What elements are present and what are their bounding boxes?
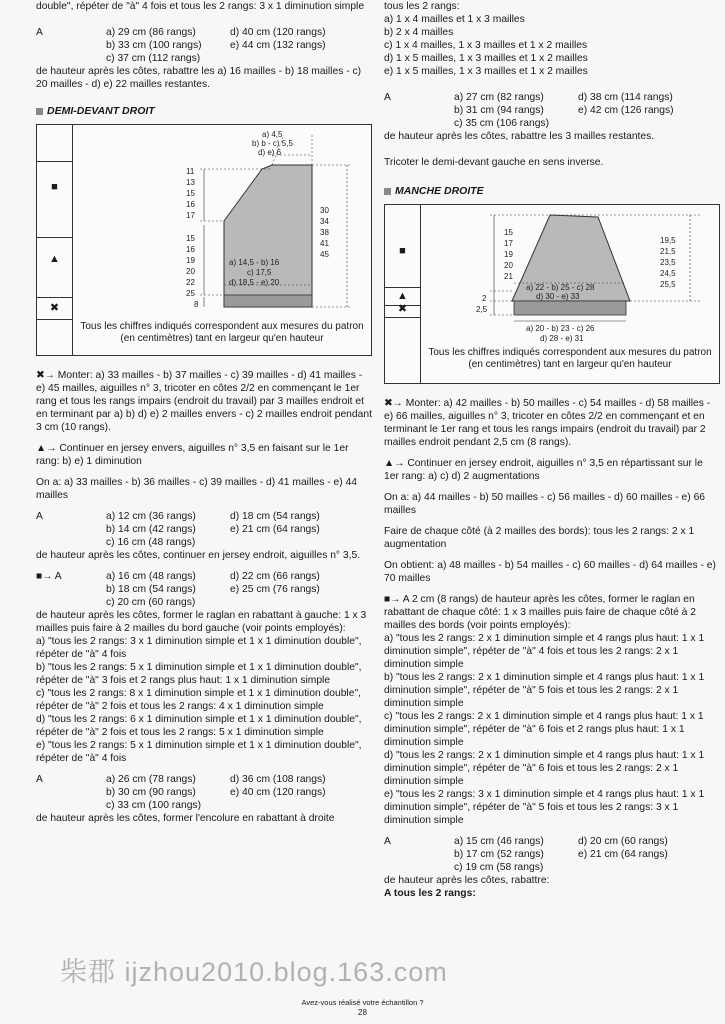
list-item: b) "tous les 2 rangs: 2 x 1 diminution simple et 4 rangs plus haut: 1 x 1 diminution simple", répéter de "à" 5 fois et tous les 2 rangs: 2 x 1 diminution simple (384, 672, 705, 709)
meas-value: d) 18 cm (54 rangs) (230, 511, 320, 522)
list-item: e) "tous les 2 rangs: 5 x 1 diminution simple et 1 x 1 diminution double", répéter de "à" 4 fois (36, 740, 362, 764)
dim-label: 15 (504, 228, 513, 237)
paragraph: de hauteur après les côtes, rabattre les 3 mailles restantes. (384, 131, 655, 142)
sleeve-diagram (384, 204, 720, 384)
meas-value: a) 26 cm (78 rangs) (106, 774, 196, 785)
paragraph: Tricoter le demi-devant gauche en sens inverse. (384, 157, 604, 168)
dim-label: 2,5 (476, 305, 488, 314)
dim-label: 45 (320, 250, 329, 259)
meas-value: a) 16 cm (48 rangs) (106, 571, 196, 582)
meas-value: d) 20 cm (60 rangs) (578, 836, 668, 847)
right-column (384, 0, 720, 900)
list-item: c) "tous les 2 rangs: 2 x 1 diminution simple et 4 rangs plus haut: 1 x 1 diminution simple", répéter de "à" 6 fois et 2 rangs plus haut: 1 x 1 diminution simple (384, 711, 704, 748)
dim-label: 15 (186, 234, 195, 243)
footer-note: Avez-vous réalisé votre échantillon ? (301, 998, 424, 1007)
dim-label: 23,5 (660, 258, 676, 267)
section-title (36, 105, 372, 118)
dim-label: 22 (186, 278, 195, 287)
paragraph: de hauteur après les côtes, former l'encolure en rabattant à droite (36, 813, 335, 824)
meas-value: b) 14 cm (42 rangs) (106, 524, 196, 535)
paragraph: ▲→ Continuer en jersey endroit, aiguilles n° 3,5 en répartissant sur le 1er rang: a) c) d) 2 augmentations (384, 458, 703, 482)
dim-label: d) 18,5 - e) 20 (229, 278, 280, 287)
meas-label: A (384, 92, 391, 103)
paragraph: On obtient: a) 48 mailles - b) 54 mailles - c) 60 mailles - d) 64 mailles - e) 70 mailles (384, 560, 716, 584)
meas-value: b) 33 cm (100 rangs) (106, 40, 202, 51)
meas-value: d) 36 cm (108 rangs) (230, 774, 326, 785)
dim-label: 25 (186, 289, 195, 298)
square-symbol: ■ (399, 245, 406, 257)
meas-value: e) 44 cm (132 rangs) (230, 40, 326, 51)
dim-label: d) 30 - e) 33 (536, 292, 580, 301)
dim-label: 15 (186, 189, 195, 198)
page-number: 28 (358, 1008, 367, 1017)
paragraph: A tous les 2 rangs: (384, 888, 476, 899)
dim-label: 17 (504, 239, 513, 248)
dim-label: a) 20 - b) 23 - c) 26 (526, 324, 595, 333)
square-symbol: ■ (51, 181, 58, 193)
front-diagram (36, 124, 372, 356)
meas-value: b) 17 cm (52 rangs) (454, 849, 544, 860)
dim-label: 16 (186, 200, 195, 209)
meas-value: b) 18 cm (54 rangs) (106, 584, 196, 595)
meas-label: A (36, 774, 43, 785)
list-item: d) "tous les 2 rangs: 2 x 1 diminution simple et 4 rangs plus haut: 1 x 1 diminution simple", répéter de "à" 6 fois et tous les 2 rangs: 2 x 1 diminution simple (384, 750, 705, 787)
list-item: d) 1 x 5 mailles, 1 x 3 mailles et 1 x 2 mailles (384, 53, 588, 64)
meas-value: d) 40 cm (120 rangs) (230, 27, 326, 38)
meas-value: e) 21 cm (64 rangs) (230, 524, 320, 535)
meas-label: A (36, 27, 43, 38)
meas-value: c) 33 cm (100 rangs) (106, 800, 201, 811)
meas-label: A (384, 836, 391, 847)
paragraph: de hauteur après les côtes, rabattre les a) 16 mailles - b) 18 mailles - c) 20 mailles - d) e) 22 mailles restantes. (36, 66, 362, 90)
dim-label: 20 (186, 267, 195, 276)
paragraph: Faire de chaque côté (à 2 mailles des bords): tous les 2 rangs: 2 x 1 augmentation (384, 526, 695, 550)
dim-label: 17 (186, 211, 195, 220)
dim-label: 25,5 (660, 280, 676, 289)
list-item: a) 1 x 4 mailles et 1 x 3 mailles (384, 14, 525, 25)
dim-label: a) 22 - b) 25 - c) 28 (526, 283, 595, 292)
dim-label: 8 (194, 300, 199, 309)
triangle-symbol: ▲ (49, 253, 60, 265)
measurements-table (36, 26, 372, 65)
meas-value: e) 21 cm (64 rangs) (578, 849, 668, 860)
meas-value: a) 15 cm (46 rangs) (454, 836, 544, 847)
cross-symbol: ✖ (49, 302, 60, 314)
section-title-text: MANCHE DROITE (395, 185, 484, 197)
dim-label: 21 (504, 272, 513, 281)
paragraph: de hauteur après les côtes, former le raglan en rabattant à gauche: 1 x 3 mailles puis faire à 2 mailles du bord gauche (voir points employés): (36, 610, 367, 634)
meas-value: b) 30 cm (90 rangs) (106, 787, 196, 798)
measurements-table (36, 510, 372, 549)
dim-label: d) 28 - e) 31 (540, 334, 584, 343)
paragraph: tous les 2 rangs: (384, 1, 460, 12)
dim-label: 11 (186, 167, 195, 176)
dim-label: a) 4,5 (262, 130, 283, 139)
diagram-caption: Tous les chiffres indiqués correspondent aux mesures du patron (en centimètres) tant en largeur qu'en hauteur (428, 347, 712, 370)
meas-value: c) 19 cm (58 rangs) (454, 862, 544, 873)
measurements-table (384, 91, 720, 130)
list-item: b) 2 x 4 mailles (384, 27, 454, 38)
symbol-strip (37, 125, 73, 355)
paragraph: ▲→ Continuer en jersey envers, aiguilles n° 3,5 en faisant sur le 1er rang: b) e) 1 diminution (36, 443, 349, 467)
dim-label: 41 (320, 239, 329, 248)
measurements-table (36, 773, 372, 812)
dim-label: d) e) 6 (258, 148, 282, 157)
paragraph: double", répéter de "à" 4 fois et tous les 2 rangs: 3 x 1 diminution simple (36, 1, 365, 12)
paragraph: de hauteur après les côtes, continuer en jersey endroit, aiguilles n° 3,5. (36, 550, 361, 561)
paragraph: ■→ A 2 cm (8 rangs) de hauteur après les côtes, former le raglan en rabattant de chaque côté: 1 x 3 mailles puis faire de chaque côté à 2 mailles des bords (voir points employés): (384, 594, 696, 631)
list-item: c) "tous les 2 rangs: 8 x 1 diminution simple et 1 x 1 diminution double", répéter de "à" 2 fois et tous les 2 rangs: 4 x 1 diminution simple (36, 688, 361, 712)
watermark: 柴郡 ijzhou2010.blog.163.com (60, 957, 448, 987)
dim-label: a) 14,5 - b) 16 (229, 258, 280, 267)
meas-value: c) 37 cm (112 rangs) (106, 53, 201, 64)
list-item: d) "tous les 2 rangs: 6 x 1 diminution simple et 1 x 1 diminution double", répéter de "à" 2 fois et tous les 2 rangs: 5 x 1 diminution simple (36, 714, 362, 738)
dim-label: 19 (186, 256, 195, 265)
meas-label: A (36, 511, 43, 522)
dim-label: 30 (320, 206, 329, 215)
meas-value: d) 22 cm (66 rangs) (230, 571, 320, 582)
sleeve-schematic (420, 205, 720, 355)
meas-value: c) 16 cm (48 rangs) (106, 537, 196, 548)
meas-value: a) 27 cm (82 rangs) (454, 92, 544, 103)
diagram-caption: Tous les chiffres indiqués correspondent aux mesures du patron (en centimètres) tant en largeur qu'en hauteur (80, 321, 364, 344)
dim-label: b) b - c) 5,5 (252, 139, 293, 148)
list-item: e) 1 x 5 mailles, 1 x 3 mailles et 1 x 2 mailles (384, 66, 588, 77)
list-item: c) 1 x 4 mailles, 1 x 3 mailles et 1 x 2 mailles (384, 40, 588, 51)
dim-label: 2 (482, 294, 487, 303)
dim-label: 19 (504, 250, 513, 259)
meas-value: b) 31 cm (94 rangs) (454, 105, 544, 116)
section-title-text: DEMI-DEVANT DROIT (47, 105, 155, 117)
meas-label: ■→ A (36, 571, 62, 582)
dim-label: 13 (186, 178, 195, 187)
meas-value: e) 40 cm (120 rangs) (230, 787, 326, 798)
meas-value: a) 29 cm (86 rangs) (106, 27, 196, 38)
dim-label: 19,5 (660, 236, 676, 245)
dim-label: 34 (320, 217, 329, 226)
meas-value: c) 35 cm (106 rangs) (454, 118, 549, 129)
list-item: a) "tous les 2 rangs: 3 x 1 diminution simple et 1 x 1 diminution double", répéter de "à" 4 fois (36, 636, 362, 660)
measurements-table (36, 570, 372, 609)
list-item: a) "tous les 2 rangs: 2 x 1 diminution simple et 4 rangs plus haut: 1 x 1 diminution simple", répéter de "à" 4 fois et tous les 2 rangs: 2 x 1 diminution simple (384, 633, 705, 670)
paragraph: ✖→ Monter: a) 33 mailles - b) 37 mailles - c) 39 mailles - d) 41 mailles - e) 45 mailles, aiguilles n° 3, tricoter en côtes 2/2 en commençant le 1er rang et tous les rangs impairs (endroit du travail) par 3 mailles endroit et en terminant par a) b) d) e) 2 mailles envers - c) 2 mailles endroit pendant 3 cm (10 rangs). (36, 370, 372, 433)
meas-value: e) 25 cm (76 rangs) (230, 584, 320, 595)
section-title (384, 185, 720, 198)
paragraph: On a: a) 44 mailles - b) 50 mailles - c) 56 mailles - d) 60 mailles - e) 66 mailles (384, 492, 706, 516)
list-item: b) "tous les 2 rangs: 5 x 1 diminution simple et 1 x 1 diminution double", répéter de "à" 3 fois et 2 rangs plus haut: 1 x 1 diminution simple (36, 662, 362, 686)
meas-value: c) 20 cm (60 rangs) (106, 597, 196, 608)
list-item: e) "tous les 2 rangs: 3 x 1 diminution simple et 4 rangs plus haut: 1 x 1 diminution simple", répéter de "à" 5 fois et tous les 2 rangs: 3 x 1 diminution simple (384, 789, 705, 826)
meas-value: a) 12 cm (36 rangs) (106, 511, 196, 522)
dim-label: 20 (504, 261, 513, 270)
dim-label: 21,5 (660, 247, 676, 256)
dim-label: 16 (186, 245, 195, 254)
paragraph: On a: a) 33 mailles - b) 36 mailles - c) 39 mailles - d) 41 mailles - e) 44 mailles (36, 477, 358, 501)
cross-symbol: ✖ (397, 303, 408, 315)
meas-value: d) 38 cm (114 rangs) (578, 92, 673, 103)
left-column (36, 0, 372, 825)
triangle-symbol: ▲ (397, 290, 408, 302)
paragraph: de hauteur après les côtes, rabattre: (384, 875, 550, 886)
dim-label: 38 (320, 228, 329, 237)
dim-label: c) 17,5 (247, 268, 272, 277)
front-schematic (72, 125, 372, 321)
dim-label: 24,5 (660, 269, 676, 278)
meas-value: e) 42 cm (126 rangs) (578, 105, 674, 116)
measurements-table (384, 835, 720, 874)
paragraph: ✖→ Monter: a) 42 mailles - b) 50 mailles - c) 54 mailles - d) 58 mailles - e) 66 mailles, aiguilles n° 3, tricoter en côtes 2/2 en commençant et en terminant le 1er rang et tous les rangs impairs (endroit du travail) par 2 mailles endroit pendant 2,5 cm (8 rangs). (384, 398, 711, 448)
